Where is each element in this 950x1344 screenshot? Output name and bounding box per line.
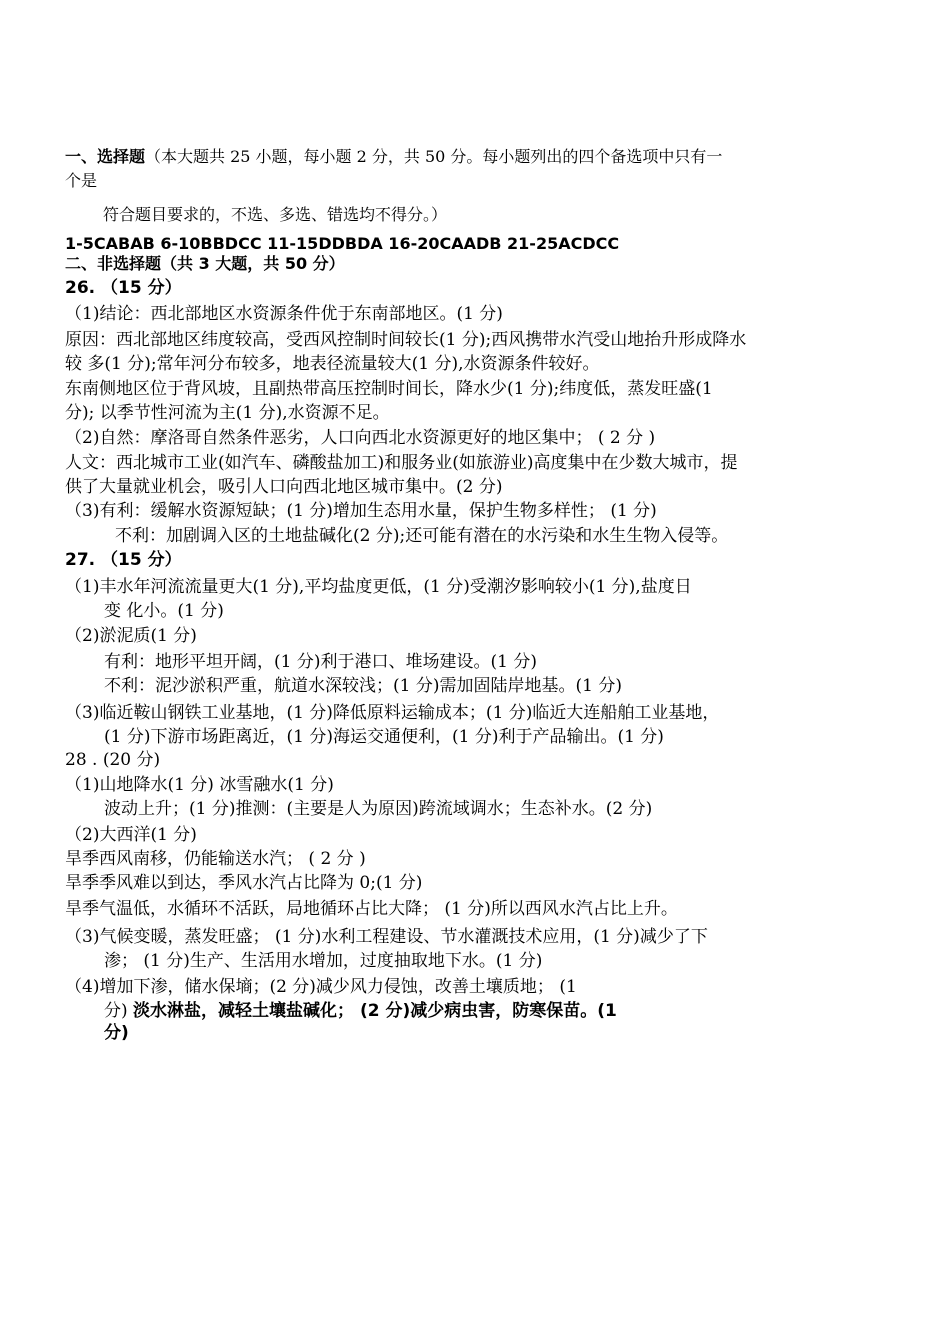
- section2-title: 二、非选择题（共 3 大题，共 50 分）: [65, 254, 345, 273]
- section1-intro-a: （本大题共 25 小题，每小题 2 分，共 50 分。每小题列出的四个备选项中只有一: [145, 147, 723, 166]
- q28-line-7: （3)气候变暖，蒸发旺盛； (1 分)水利工程建设、节水灌溉技术应用，(1 分)减少了下: [65, 927, 708, 947]
- q26-line-1: （1)结论：西北部地区水资源条件优于东南部地区。(1 分): [65, 304, 503, 324]
- q26-line-5: 分); 以季节性河流为主(1 分),水资源不足。: [65, 403, 390, 423]
- q27-line-6: （3)临近鞍山钢铁工业基地，(1 分)降低原料运输成本；(1 分)临近大连船舶工业基地，: [65, 703, 720, 723]
- q26-line-9: （3)有利：缓解水资源短缺；(1 分)增加生态用水量，保护生物多样性； (1 分): [65, 501, 657, 521]
- q26-line-8: 供了大量就业机会，吸引人口向西北地区城市集中。(2 分): [65, 477, 503, 497]
- q28-line-1: （1)山地降水(1 分) 冰雪融水(1 分): [65, 775, 334, 795]
- section1-title: 一、选择题: [65, 147, 146, 166]
- section1-intro-c: 符合题目要求的，不选、多选、错选均不得分。）: [103, 205, 448, 224]
- q28-line-10-prefix: 分): [104, 1001, 128, 1021]
- section1-intro-b: 个是: [65, 171, 98, 190]
- q26-line-3: 较 多(1 分);常年河分布较多，地表径流量较大(1 分),水资源条件较好。: [65, 354, 600, 374]
- q28-line-3: （2)大西洋(1 分): [65, 825, 197, 845]
- q26-line-7: 人文：西北城市工业(如汽车、磷酸盐加工)和服务业(如旅游业)高度集中在少数大城市，提: [65, 453, 738, 473]
- q27-line-5: 不利：泥沙淤积严重，航道水深较浅；(1 分)需加固陆岸地基。(1 分): [104, 676, 622, 696]
- q28-line-9: （4)增加下渗，储水保墒；(2 分)减少风力侵蚀，改善土壤质地； (1: [65, 977, 577, 997]
- q28-line-10: [104, 1000, 617, 1022]
- q26-line-10: 不利：加剧调入区的土地盐碱化(2 分);还可能有潜在的水污染和水生生物入侵等。: [115, 526, 729, 546]
- q27-line-1: （1)丰水年河流流量更大(1 分),平均盐度更低，(1 分)受潮汐影响较小(1 分),盐度日: [65, 577, 692, 597]
- q28-line-8: 渗； (1 分)生产、生活用水增加，过度抽取地下水。(1 分): [104, 951, 543, 971]
- q26-line-4: 东南侧地区位于背风坡，且副热带高压控制时间长，降水少(1 分);纬度低，蒸发旺盛(1: [65, 379, 713, 399]
- q27-heading: 27. （15 分）: [65, 550, 182, 570]
- choice-answers: 1-5CABAB 6-10BBDCC 11-15DDBDA 16-20CAADB 21-25ACDCC: [65, 234, 620, 253]
- q28-line-5: 旱季季风难以到达，季风水汽占比降为 0;(1 分): [65, 873, 423, 893]
- q26-line-2: 原因：西北部地区纬度较高，受西风控制时间较长(1 分);西风携带水汽受山地抬升形成降水: [65, 330, 747, 350]
- q26-heading: 26. （15 分）: [65, 278, 182, 298]
- q28-line-11: 分): [104, 1023, 129, 1043]
- q27-line-3: （2)淤泥质(1 分): [65, 626, 197, 646]
- q28-line-10-bold: 淡水淋盐，减轻土壤盐碱化； (2 分)减少病虫害，防寒保苗。(1: [133, 1001, 617, 1021]
- q28-line-4: 旱季西风南移，仍能输送水汽； ( 2 分 ): [65, 849, 366, 869]
- q27-line-7: (1 分)下游市场距离近，(1 分)海运交通便利，(1 分)利于产品输出。(1 分): [104, 727, 664, 747]
- q28-line-6: 旱季气温低，水循环不活跃，局地循环占比大降； (1 分)所以西风水汽占比上升。: [65, 899, 678, 919]
- section1-heading-line: [65, 146, 722, 168]
- q27-line-2: 变 化小。(1 分): [104, 601, 224, 621]
- q27-line-4: 有利：地形平坦开阔，(1 分)利于港口、堆场建设。(1 分): [104, 652, 537, 672]
- q28-line-2: 波动上升；(1 分)推测：(主要是人为原因)跨流域调水；生态补水。(2 分): [104, 799, 653, 819]
- q26-line-6: （2)自然：摩洛哥自然条件恶劣，人口向西北水资源更好的地区集中； ( 2 分 ): [65, 428, 656, 448]
- q28-heading: 28 . (20 分): [65, 750, 161, 770]
